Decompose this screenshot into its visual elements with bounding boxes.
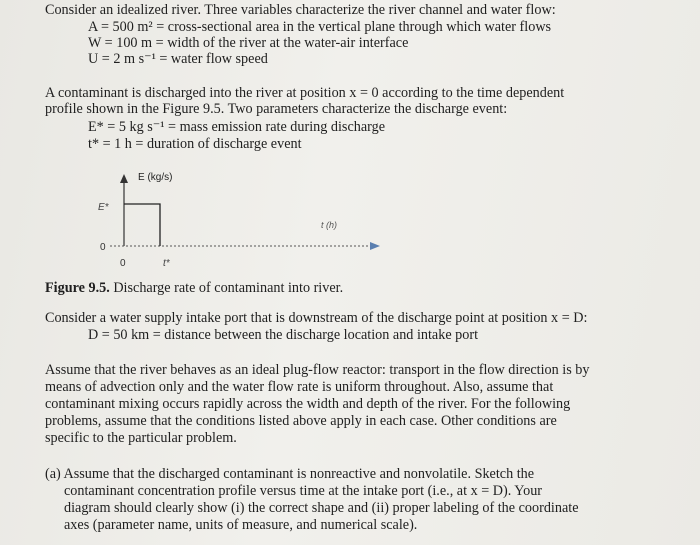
assume-line-1: Assume that the river behaves as an ideal plug-flow reactor: transport in the flow direction is by — [45, 362, 590, 378]
part-a-line-1: (a) Assume that the discharged contaminant is nonreactive and nonvolatile. Sketch the — [45, 466, 535, 482]
contaminant-text-1: A contaminant is discharged into the river at position x = 0 according to the time dependent — [45, 85, 565, 101]
caption-text: Discharge rate of contaminant into river. — [109, 280, 344, 296]
x-axis-arrow — [370, 242, 380, 250]
param-emission: E* = 5 kg s⁻¹ = mass emission rate during discharge — [88, 119, 386, 135]
intro-text: Consider an idealized river. Three variables characterize the river channel and water flow: — [45, 2, 556, 18]
param-duration: t* = 1 h = duration of discharge event — [88, 136, 302, 152]
contaminant-text-2: profile shown in the Figure 9.5. Two parameters characterize the discharge event: — [45, 101, 508, 117]
x-axis-label: t (h) — [321, 220, 338, 230]
var-area: A = 500 m² = cross-sectional area in the vertical plane through which water flows — [88, 19, 552, 35]
y-zero-label: 0 — [100, 242, 106, 253]
assume-line-3: contaminant mixing occurs rapidly across the width and depth of the river. For the following — [45, 396, 571, 412]
assume-line-5: specific to the particular problem. — [45, 430, 237, 446]
discharge-figure — [80, 168, 400, 278]
intake-text: Consider a water supply intake port that is downstream of the discharge point at position x = D: — [45, 310, 588, 326]
y-axis-label: E (kg/s) — [138, 172, 173, 183]
x-zero-label: 0 — [120, 258, 126, 269]
var-speed: U = 2 m s⁻¹ = water flow speed — [88, 51, 268, 67]
assume-line-2: means of advection only and the water flow rate is uniform throughout. Also, assume that — [45, 379, 554, 395]
part-a-line-4: axes (parameter name, units of measure, and numerical scale). — [64, 517, 418, 533]
t-star-label: t* — [163, 258, 170, 269]
assume-line-4: problems, assume that the conditions listed above apply in each case. Other conditions are — [45, 413, 557, 429]
var-width: W = 100 m = width of the river at the water-air interface — [88, 35, 409, 51]
figure-caption — [45, 280, 343, 296]
part-a-line-2: contaminant concentration profile versus time at the intake port (i.e., at x = D). Your — [64, 483, 543, 499]
caption-number: Figure 9.5. — [45, 280, 110, 296]
y-axis-arrow — [120, 174, 128, 183]
intake-distance: D = 50 km = distance between the discharge location and intake port — [88, 327, 479, 343]
part-a-line-3: diagram should clearly show (i) the correct shape and (ii) proper labeling of the coordinate — [64, 500, 579, 516]
e-star-label: E* — [98, 202, 109, 213]
discharge-pulse — [124, 204, 160, 246]
